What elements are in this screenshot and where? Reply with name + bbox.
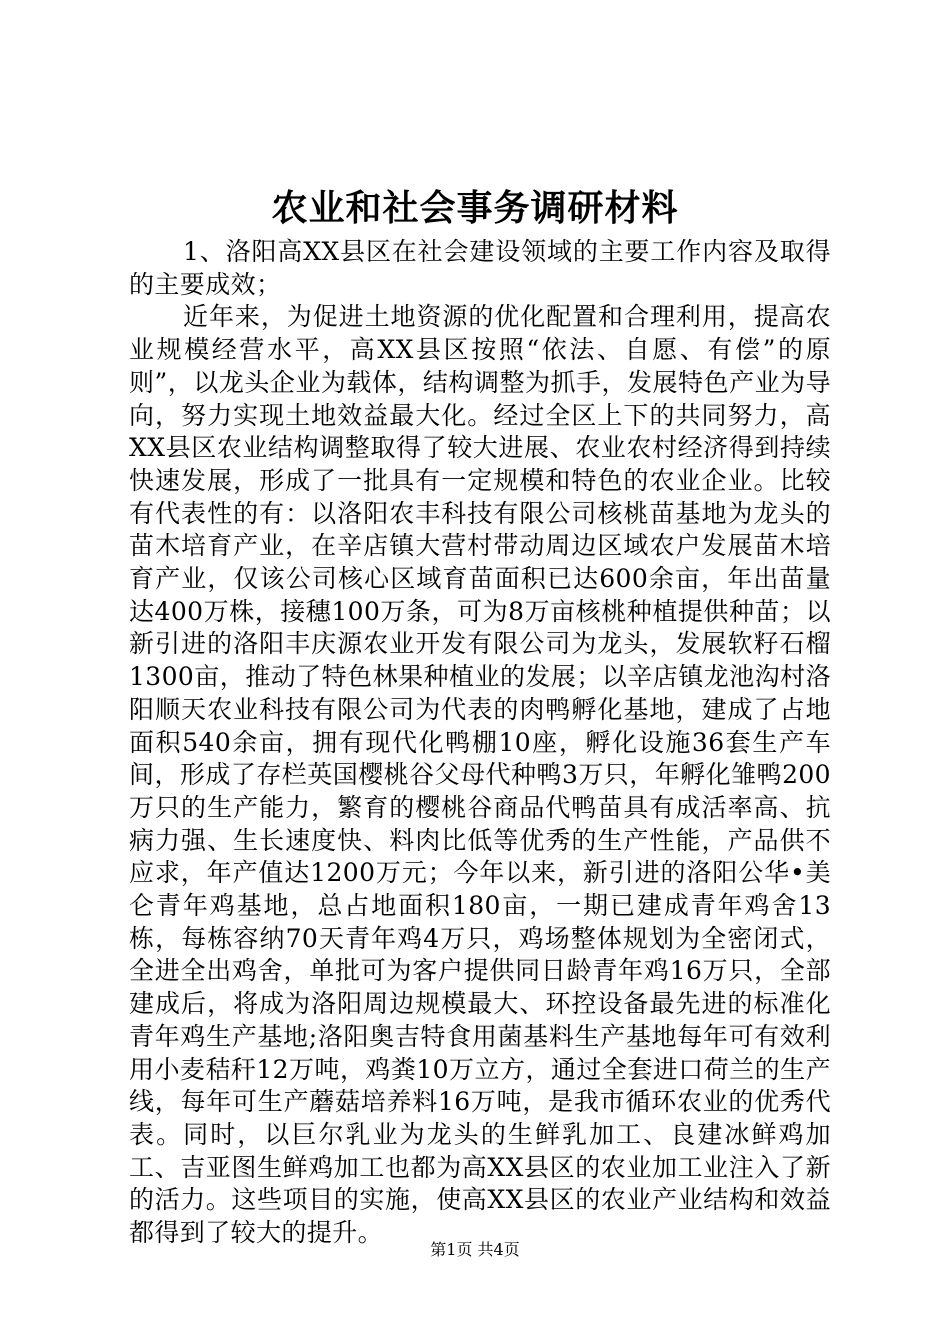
page-footer: 第1页 共4页 xyxy=(430,1240,520,1259)
page-title: 农业和社会事务调研材料 xyxy=(271,188,679,229)
paragraph-heading: 1、洛阳高XX县区在社会建设领域的主要工作内容及取得的主要成效； xyxy=(129,237,831,299)
document-body xyxy=(129,236,831,1250)
paragraph-main: 近年来，为促进土地资源的优化配置和合理利用，提高农业规模经营水平，高XX县区按照“依法、自愿、有偿”的原则”，以龙头企业为载体，结构调整为抓手，发展特色产业为导向，努力实现土地效益最大化。经过全区上下的共同努力，高XX县区农业结构调整取得了较大进展、农业农村经济得到持续快速发展，形成了一批具有一定规模和特色的农业企业。比较有代表性的有：以洛阳农丰科技有限公司核桃苗基地为龙头的苗木培育产业，在辛店镇大营村带动周边区域农户发展苗木培育产业，仅该公司核心区域育苗面积已达600余亩，年出苗量达400万株，接穗100万条，可为8万亩核桃种植提供种苗；以新引进的洛阳丰庆源农业开发有限公司为龙头，发展软籽石榴1300亩，推动了特色林果种植业的发展；以辛店镇龙池沟村洛阳顺天农业科技有限公司为代表的肉鸭孵化基地，建成了占地面积540余亩，拥有现代化鸭棚10座，孵化设施36套生产车间，形成了存栏英国樱桃谷父母代种鸭3万只，年孵化雏鸭200万只的生产能力，繁育的樱桃谷商品代鸭苗具有成活率高、抗病力强、生长速度快、料肉比低等优秀的生产性能，产品供不应求，年产值达1200万元；今年以来，新引进的洛阳公华•美仑青年鸡基地，总占地面积180亩，一期已建成青年鸡舍13栋，每栋容纳70天青年鸡4万只，鸡场整体规划为全密闭式，全进全出鸡舍，单批可为客户提供同日龄青年鸡16万只，全部建成后，将成为洛阳周边规模最大、环控设备最先进的标准化青年鸡生产基地;洛阳奥吉特食用菌基料生产基地每年可有效利用小麦秸秆12万吨，鸡粪10万立方，通过全套进口荷兰的生产线，每年可生产蘑菇培养料16万吨，是我市循环农业的优秀代表。同时，以巨尔乳业为龙头的生鲜乳加工、良建冰鲜鸡加工、吉亚图生鲜鸡加工也都为高XX县区的农业加工业注入了新的活力。这些项目的实施，使高XX县区的农业产业结构和效益都得到了较大的提升。 xyxy=(129,302,831,1248)
